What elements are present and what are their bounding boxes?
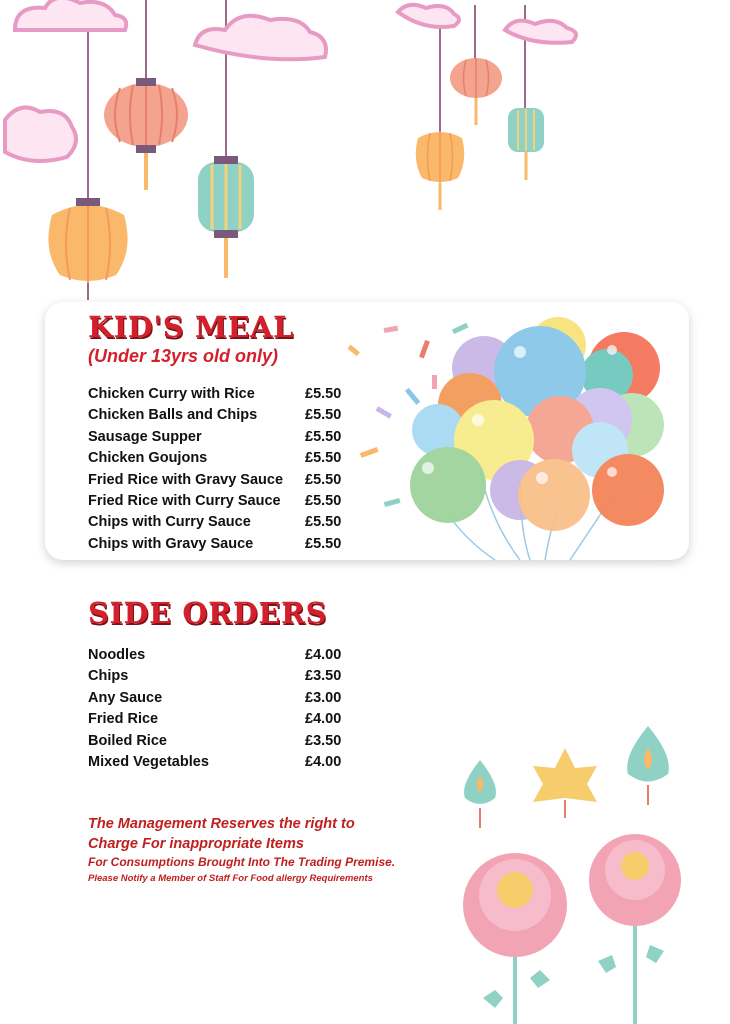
side-orders-title: SIDE ORDERS xyxy=(88,596,328,630)
item-name: Chips with Curry Sauce xyxy=(88,514,251,531)
kids-meal-subtitle: (Under 13yrs old only) xyxy=(88,346,279,366)
allergy-note: Please Notify a Member of Staff For Food allergy Requirements xyxy=(88,873,373,884)
item-price: £5.50 xyxy=(305,386,342,402)
item-price: £4.00 xyxy=(305,647,342,663)
item-price: £3.50 xyxy=(305,668,342,685)
menu-item xyxy=(88,427,342,448)
management-notes xyxy=(88,814,395,886)
note-line: The Management Reserves the right to xyxy=(88,816,355,832)
item-name: Mixed Vegetables xyxy=(88,753,209,770)
menu-item xyxy=(88,534,342,555)
item-name: Boiled Rice xyxy=(88,732,167,749)
item-price: £5.50 xyxy=(305,514,342,531)
item-price: £3.50 xyxy=(305,732,342,749)
lantern-icon xyxy=(48,198,127,283)
item-name: Chicken Balls and Chips xyxy=(88,407,258,424)
item-price: £4.00 xyxy=(305,711,342,728)
item-price: £5.50 xyxy=(305,535,342,552)
kids-meal-list xyxy=(88,384,342,555)
lantern-icon xyxy=(416,131,465,210)
menu-item xyxy=(88,512,342,533)
item-name: Noodles xyxy=(88,647,146,663)
note-line: For Consumptions Brought Into The Trading Premise. xyxy=(88,855,396,869)
item-name: Any Sauce xyxy=(88,689,163,706)
item-price: £4.00 xyxy=(305,753,342,770)
menu-item xyxy=(88,752,342,773)
item-name: Fried Rice with Gravy Sauce xyxy=(88,471,284,488)
item-name: Chips xyxy=(88,668,129,685)
item-name: Sausage Supper xyxy=(88,428,202,445)
note-line: Charge For inappropriate Items xyxy=(88,836,304,852)
item-name: Chicken Curry with Rice xyxy=(88,386,255,402)
flower-icon xyxy=(463,834,681,1024)
lantern-icon xyxy=(104,78,188,190)
item-name: Chicken Goujons xyxy=(88,450,208,467)
lantern-icon xyxy=(508,108,544,180)
item-name: Chips with Gravy Sauce xyxy=(88,535,254,552)
menu-item xyxy=(88,731,342,752)
lantern-icon xyxy=(450,58,502,125)
menu-item xyxy=(88,709,342,730)
leaf-icon xyxy=(464,726,669,828)
item-price: £5.50 xyxy=(305,492,342,509)
menu-item xyxy=(88,491,342,512)
item-price: £5.50 xyxy=(305,471,342,488)
item-name: Fried Rice with Curry Sauce xyxy=(88,492,281,509)
menu-item xyxy=(88,666,342,687)
menu-item xyxy=(88,405,342,426)
item-price: £5.50 xyxy=(305,407,342,424)
menu-item xyxy=(88,688,342,709)
menu-item xyxy=(88,470,342,491)
item-price: £5.50 xyxy=(305,428,342,445)
side-orders-list xyxy=(88,645,342,773)
lantern-icon xyxy=(198,156,254,278)
menu-item xyxy=(88,384,342,405)
kids-meal-title: KID'S MEAL xyxy=(88,310,294,344)
menu-item xyxy=(88,448,342,469)
item-name: Fried Rice xyxy=(88,711,159,728)
item-price: £3.00 xyxy=(305,689,342,706)
menu-item xyxy=(88,645,342,666)
item-price: £5.50 xyxy=(305,450,342,467)
